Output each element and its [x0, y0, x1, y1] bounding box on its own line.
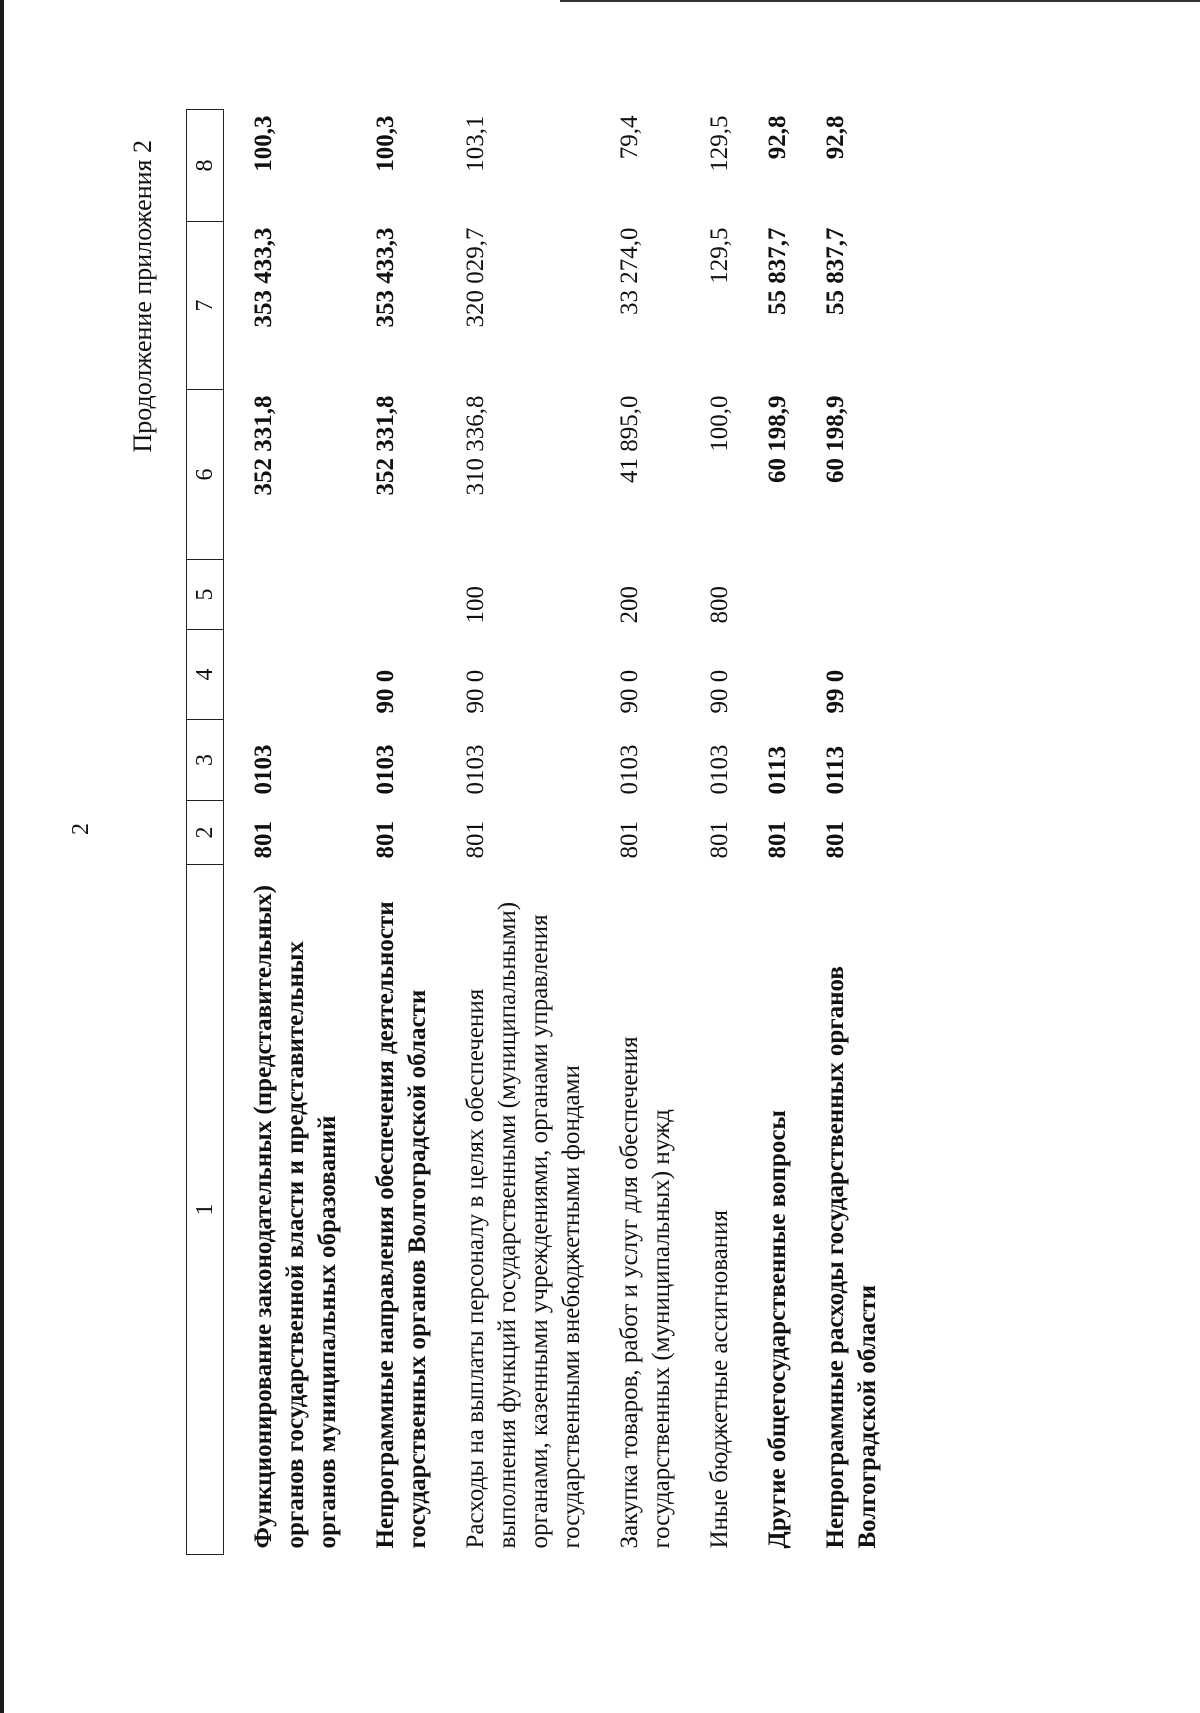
cell-col7: 353 433,3	[372, 227, 399, 328]
page-number: 2	[68, 823, 94, 835]
row-name: Закупка товаров, работ и услуг для обеспечения государственных (муниципальных) нужд	[616, 1036, 675, 1549]
cell-col5: 100	[462, 586, 489, 624]
cell-col3: 0103	[250, 744, 277, 795]
cell-col4: 99 0	[822, 669, 849, 714]
cell-col8: 129,5	[706, 115, 733, 172]
cell-col6: 100,0	[706, 395, 733, 452]
cell-col6: 41 895,0	[616, 395, 643, 483]
cell-col8: 79,4	[616, 115, 643, 160]
cell-col5	[370, 560, 460, 630]
row-name: Непрограммные расходы государственных органов Волгоградской области	[822, 966, 881, 1549]
cell-col7: 33 274,0	[616, 227, 643, 315]
cell-col7: 353 433,3	[250, 227, 277, 328]
table-row	[370, 110, 460, 1555]
cell-col2: 801	[822, 821, 849, 859]
cell-col2: 801	[250, 821, 277, 859]
column-header-4: 4	[187, 630, 224, 720]
table-row	[762, 110, 820, 1555]
cell-col2: 801	[616, 821, 643, 859]
cell-col4: 90 0	[616, 669, 643, 714]
cell-col3: 0103	[462, 744, 489, 795]
column-header-6: 6	[187, 390, 224, 560]
table-header	[187, 110, 224, 1555]
cell-col4: 90 0	[462, 669, 489, 714]
cell-col3: 0113	[822, 745, 849, 795]
table-row	[460, 110, 614, 1555]
cell-col4: 90 0	[372, 669, 399, 714]
table-row	[224, 110, 371, 1555]
cell-col2: 801	[706, 821, 733, 859]
table-header-row	[187, 110, 224, 1555]
continuation-label: Продолжение приложения 2	[128, 140, 157, 453]
cell-col2: 801	[372, 821, 399, 859]
cell-col8: 92,8	[822, 115, 849, 160]
cell-col4	[224, 630, 371, 720]
table-row	[704, 110, 762, 1555]
cell-col8: 92,8	[764, 115, 791, 160]
cell-col5: 800	[706, 586, 733, 624]
cell-col6: 352 331,8	[372, 395, 399, 496]
cell-col7: 129,5	[706, 227, 733, 284]
cell-col5	[820, 560, 910, 630]
cell-col3: 0103	[372, 744, 399, 795]
column-header-2: 2	[187, 801, 224, 865]
row-name: Непрограммные направления обеспечения деятельности государственных органов Волгоградской области	[372, 901, 431, 1549]
cell-col2: 801	[764, 821, 791, 859]
cell-col6: 352 331,8	[250, 395, 277, 496]
column-header-5: 5	[187, 560, 224, 630]
cell-col8: 100,3	[250, 115, 277, 172]
cell-col6: 60 198,9	[764, 395, 791, 483]
column-header-8: 8	[187, 110, 224, 222]
cell-col6: 60 198,9	[822, 395, 849, 483]
cell-col8: 103,1	[462, 115, 489, 172]
column-header-1: 1	[187, 865, 224, 1555]
budget-table	[186, 109, 910, 1555]
table-row	[614, 110, 704, 1555]
table-body	[224, 110, 911, 1555]
cell-col2: 801	[462, 821, 489, 859]
row-name: Другие общегосударственные вопросы	[764, 1110, 791, 1549]
cell-col5: 200	[616, 586, 643, 624]
cell-col7: 55 837,7	[822, 227, 849, 315]
column-header-7: 7	[187, 222, 224, 390]
cell-col5	[224, 560, 371, 630]
cell-col5	[762, 560, 820, 630]
row-name: Расходы на выплаты персоналу в целях обеспечения выполнения функций государственными (муниципальными) органами, казенными учреждениями, органами управления государственными внебюджетными фондами	[462, 901, 585, 1549]
cell-col3: 0103	[616, 744, 643, 795]
cell-col4: 90 0	[706, 669, 733, 714]
cell-col3: 0103	[706, 744, 733, 795]
cell-col7: 55 837,7	[764, 227, 791, 315]
cell-col8: 100,3	[372, 115, 399, 172]
cell-col4	[762, 630, 820, 720]
table-row	[820, 110, 910, 1555]
cell-col3: 0113	[764, 745, 791, 795]
cell-col7: 320 029,7	[462, 227, 489, 328]
row-name: Иные бюджетные ассигнования	[706, 1209, 733, 1549]
column-header-3: 3	[187, 720, 224, 801]
row-name: Функционирование законодательных (представительных) органов государственной власти и представительных органов муниципальных образований	[250, 885, 341, 1549]
cell-col6: 310 336,8	[462, 395, 489, 496]
